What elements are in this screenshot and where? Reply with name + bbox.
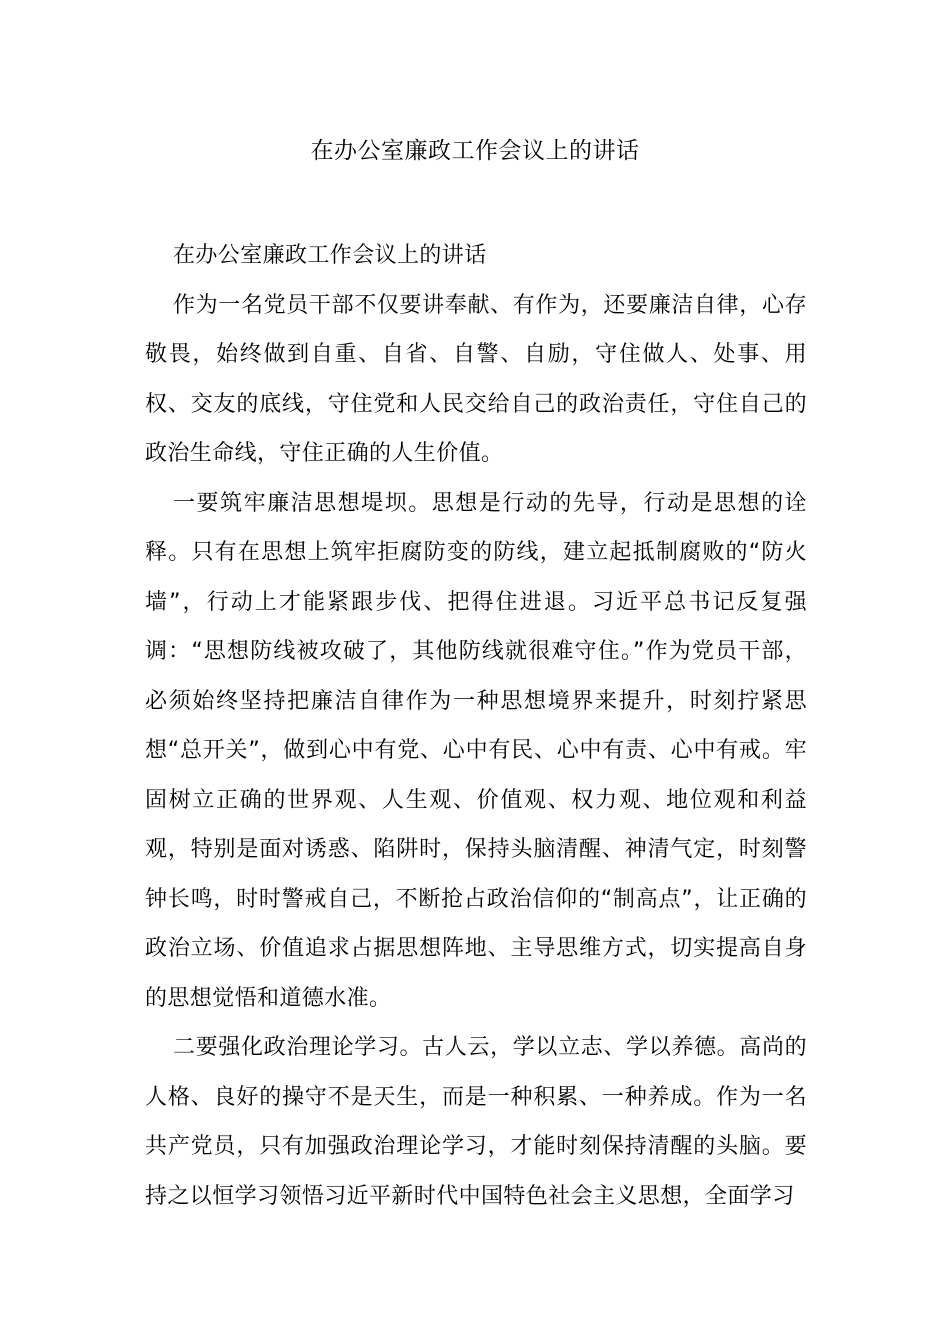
document-title: 在办公室廉政工作会议上的讲话 — [310, 138, 640, 164]
subtitle-paragraph: 在办公室廉政工作会议上的讲话 — [173, 243, 487, 268]
document-body — [145, 231, 807, 1221]
section-two-paragraph: 二要强化政治理论学习。古人云，学以立志、学以养德。高尚的人格、良好的操守不是天生，而是一种积累、一种养成。作为一名共产党员，只有加强政治理论学习，才能时刻保持清醒的头脑。要持之以恒学习领悟习近平新时代中国特色社会主义思想，全面学习 — [145, 1035, 807, 1209]
section-one-paragraph: 一要筑牢廉洁思想堤坝。思想是行动的先导，行动是思想的诠释。只有在思想上筑牢拒腐防变的防线，建立起抵制腐败的“防火墙”，行动上才能紧跟步伐、把得住进退。习近平总书记反复强调：“思想防线被攻破了，其他防线就很难守住。”作为党员干部，必须始终坚持把廉洁自律作为一种思想境界来提升，时刻拧紧思想“总开关”，做到心中有党、心中有民、心中有责、心中有戒。牢固树立正确的世界观、人生观、价值观、权力观、地位观和利益观，特别是面对诱惑、陷阱时，保持头脑清醒、神清气定，时刻警钟长鸣，时时警戒自己，不断抢占政治信仰的“制高点”，让正确的政治立场、价值追求占据思想阵地、主导思维方式，切实提高自身的思想觉悟和道德水准。 — [145, 490, 807, 1011]
intro-paragraph: 作为一名党员干部不仅要讲奉献、有作为，还要廉洁自律，心存敬畏，始终做到自重、自省、自警、自励，守住做人、处事、用权、交友的底线，守住党和人民交给自己的政治责任，守住自己的政治生命线，守住正确的人生价值。 — [145, 292, 807, 466]
